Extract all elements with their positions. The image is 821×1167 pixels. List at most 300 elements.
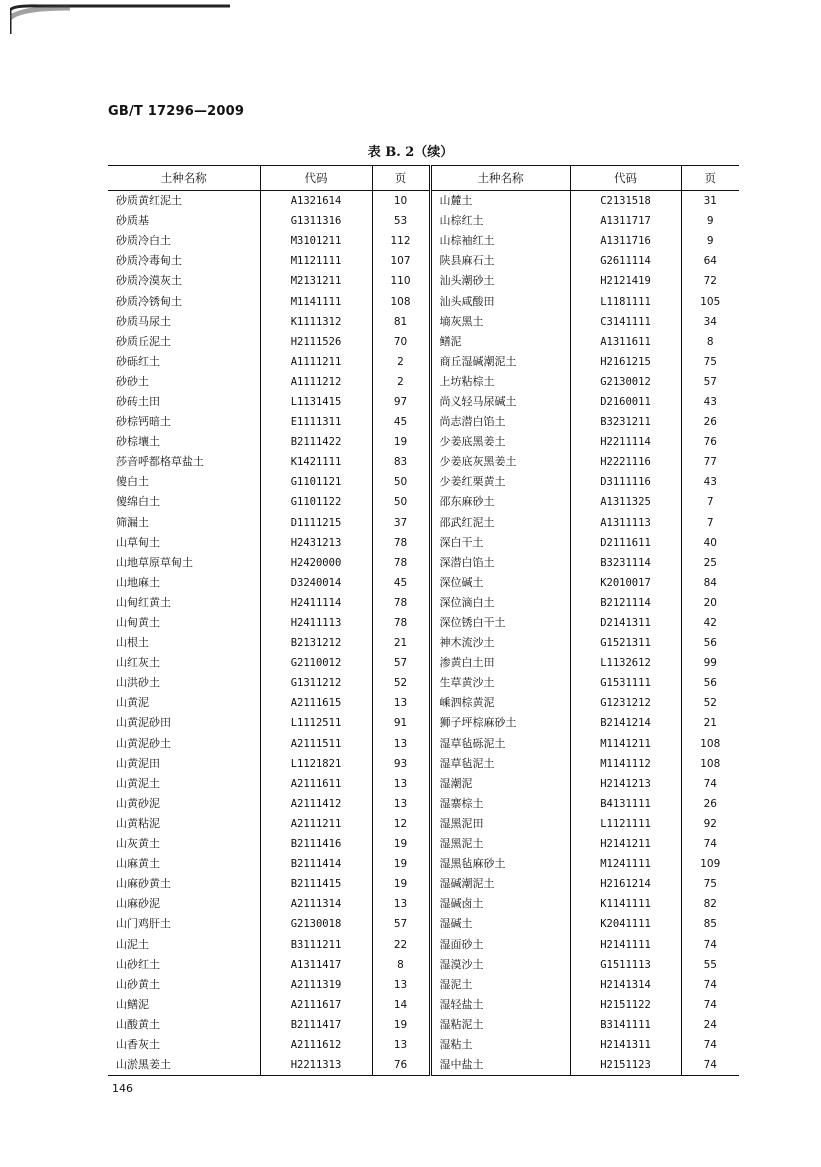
cell-code-left: B2111416 [260, 834, 372, 854]
cell-soil-name-right: 深位锈白干土 [430, 613, 570, 633]
header-page-left: 页 [372, 166, 430, 191]
cell-soil-name-right: 湿黑毡麻砂土 [430, 854, 570, 874]
cell-soil-name-right: 湿粘土 [430, 1035, 570, 1055]
cell-code-right: H2211114 [570, 432, 681, 452]
cell-soil-name-right: 邵武红泥土 [430, 513, 570, 533]
cell-page-left: 53 [372, 211, 430, 231]
cell-soil-name-right: 湿面砂土 [430, 934, 570, 954]
cell-page-left: 19 [372, 1015, 430, 1035]
cell-code-left: A2111612 [260, 1035, 372, 1055]
table-row [108, 975, 739, 995]
cell-code-left: A2111211 [260, 814, 372, 834]
cell-soil-name-left: 山鳝泥 [116, 997, 149, 1011]
cell-code-left: G2130018 [260, 914, 372, 934]
cell-soil-name-left: 山黄泥田 [116, 756, 160, 770]
cell-code-left: M1141111 [260, 291, 372, 311]
cell-soil-name-right: 山棕红土 [430, 211, 570, 231]
scan-corner-mark [10, 4, 230, 36]
header-soil-name-right: 土种名称 [430, 166, 570, 191]
cell-page-right: 43 [681, 392, 739, 412]
cell-page-right: 99 [681, 653, 739, 673]
cell-page-left: 91 [372, 713, 430, 733]
cell-code-right: G2611114 [570, 251, 681, 271]
table-row [108, 874, 739, 894]
table-row [108, 934, 739, 954]
table-row [108, 914, 739, 934]
cell-page-right: 77 [681, 452, 739, 472]
cell-page-right: 82 [681, 894, 739, 914]
cell-page-right: 42 [681, 613, 739, 633]
cell-page-left: 13 [372, 794, 430, 814]
cell-page-left: 78 [372, 593, 430, 613]
cell-page-left: 22 [372, 934, 430, 954]
cell-soil-name-left: 山地草原草甸土 [116, 555, 193, 569]
table-row [108, 955, 739, 975]
cell-page-left: 81 [372, 312, 430, 332]
cell-soil-name-right: 湿黑泥土 [430, 834, 570, 854]
cell-code-right: B3231211 [570, 412, 681, 432]
cell-soil-name-left: 山红灰土 [116, 656, 160, 670]
cell-code-right: L1181111 [570, 291, 681, 311]
table-title: 表 B. 2（续） [367, 145, 454, 160]
cell-soil-name-right: 山麓土 [430, 191, 570, 212]
cell-page-left: 50 [372, 472, 430, 492]
table-row [108, 513, 739, 533]
cell-page-right: 9 [681, 231, 739, 251]
cell-code-left: H2411114 [260, 593, 372, 613]
table-row [108, 251, 739, 271]
table-row [108, 593, 739, 613]
table-row [108, 211, 739, 231]
cell-soil-name-right: 狮子坪棕麻砂土 [430, 713, 570, 733]
cell-soil-name-left: 傻绵白土 [116, 495, 160, 509]
cell-soil-name-right: 湿潮泥 [430, 774, 570, 794]
cell-code-right: G1531111 [570, 673, 681, 693]
header-page-right: 页 [681, 166, 739, 191]
cell-code-left: A1111211 [260, 352, 372, 372]
cell-code-left: H2411113 [260, 613, 372, 633]
cell-page-left: 12 [372, 814, 430, 834]
table-row [108, 774, 739, 794]
cell-soil-name-right: 山棕袖红土 [430, 231, 570, 251]
table-row [108, 734, 739, 754]
cell-soil-name-right: 湿黑泥田 [430, 814, 570, 834]
cell-code-left: A1311417 [260, 955, 372, 975]
cell-code-right: H2121419 [570, 271, 681, 291]
cell-soil-name-left: 砂质马尿土 [116, 314, 171, 328]
cell-soil-name-left: 山泥土 [116, 937, 149, 951]
cell-code-left: L1131415 [260, 392, 372, 412]
cell-page-right: 55 [681, 955, 739, 975]
cell-page-left: 52 [372, 673, 430, 693]
cell-page-left: 2 [372, 372, 430, 392]
table-row [108, 372, 739, 392]
cell-soil-name-left: 砂棕钙暗土 [116, 415, 171, 429]
cell-page-right: 34 [681, 312, 739, 332]
cell-soil-name-right: 湿草毡泥土 [430, 754, 570, 774]
cell-page-left: 13 [372, 1035, 430, 1055]
table-row [108, 231, 739, 251]
cell-soil-name-left: 莎音呼都格草盐土 [116, 455, 204, 469]
cell-page-right: 74 [681, 834, 739, 854]
cell-code-left: G1311212 [260, 673, 372, 693]
cell-page-left: 10 [372, 191, 430, 212]
cell-code-right: H2141311 [570, 1035, 681, 1055]
cell-code-left: D3240014 [260, 573, 372, 593]
cell-page-left: 37 [372, 513, 430, 533]
cell-page-right: 31 [681, 191, 739, 212]
table-row [108, 191, 739, 212]
cell-code-right: G2130012 [570, 372, 681, 392]
cell-soil-name-left: 山香灰土 [116, 1037, 160, 1051]
cell-page-right: 7 [681, 492, 739, 512]
cell-page-left: 76 [372, 1055, 430, 1076]
cell-soil-name-right: 上坊粘棕土 [430, 372, 570, 392]
cell-page-left: 13 [372, 975, 430, 995]
table-body [108, 191, 739, 1076]
cell-page-left: 19 [372, 432, 430, 452]
table-header-row [108, 166, 739, 191]
cell-code-left: E1111311 [260, 412, 372, 432]
cell-code-right: D3111116 [570, 472, 681, 492]
cell-soil-name-left: 山黄泥砂土 [116, 736, 171, 750]
cell-code-right: H2151122 [570, 995, 681, 1015]
cell-code-right: B4131111 [570, 794, 681, 814]
cell-page-left: 112 [372, 231, 430, 251]
table-row [108, 1035, 739, 1055]
cell-page-right: 108 [681, 734, 739, 754]
table-row [108, 492, 739, 512]
cell-page-right: 64 [681, 251, 739, 271]
cell-page-right: 74 [681, 774, 739, 794]
cell-soil-name-left: 筛漏土 [116, 515, 149, 529]
cell-soil-name-left: 砂质基 [116, 214, 149, 228]
cell-soil-name-left: 山门鸡肝土 [116, 917, 171, 931]
cell-page-left: 13 [372, 734, 430, 754]
cell-code-left: B2131212 [260, 633, 372, 653]
cell-code-right: K1141111 [570, 894, 681, 914]
table-row [108, 854, 739, 874]
cell-soil-name-right: 生草黄沙土 [430, 673, 570, 693]
cell-soil-name-right: 少姜底黑姜土 [430, 432, 570, 452]
header-code-right: 代码 [570, 166, 681, 191]
cell-page-right: 76 [681, 432, 739, 452]
cell-code-right: H2141213 [570, 774, 681, 794]
cell-soil-name-left: 山黄砂泥 [116, 796, 160, 810]
cell-page-right: 56 [681, 633, 739, 653]
cell-page-left: 78 [372, 533, 430, 553]
table-row [108, 573, 739, 593]
cell-soil-name-left: 砂砂土 [116, 374, 149, 388]
cell-soil-name-right: 嵊泗棕黄泥 [430, 693, 570, 713]
cell-code-right: B3231114 [570, 553, 681, 573]
table-row [108, 291, 739, 311]
table-row [108, 814, 739, 834]
cell-code-right: C3141111 [570, 312, 681, 332]
cell-code-right: D2111611 [570, 533, 681, 553]
cell-code-right: H2141211 [570, 834, 681, 854]
cell-page-right: 105 [681, 291, 739, 311]
cell-code-right: B2121114 [570, 593, 681, 613]
soil-index-table [108, 165, 739, 1076]
cell-code-right: H2161214 [570, 874, 681, 894]
cell-page-right: 24 [681, 1015, 739, 1035]
header-soil-name-left: 土种名称 [108, 166, 260, 191]
table-row [108, 392, 739, 412]
cell-soil-name-right: 少姜红栗黄土 [430, 472, 570, 492]
table-row [108, 613, 739, 633]
cell-code-left: A2111611 [260, 774, 372, 794]
table-row [108, 352, 739, 372]
cell-page-right: 74 [681, 995, 739, 1015]
cell-page-right: 108 [681, 754, 739, 774]
cell-code-left: L1121821 [260, 754, 372, 774]
cell-page-right: 74 [681, 975, 739, 995]
cell-code-right: M1141112 [570, 754, 681, 774]
cell-page-left: 78 [372, 553, 430, 573]
cell-code-left: A1321614 [260, 191, 372, 212]
cell-code-right: A1311716 [570, 231, 681, 251]
cell-code-right: G1511113 [570, 955, 681, 975]
cell-page-left: 19 [372, 854, 430, 874]
cell-soil-name-right: 湿碱土 [430, 914, 570, 934]
table-row [108, 834, 739, 854]
cell-soil-name-right: 湿泥土 [430, 975, 570, 995]
cell-code-left: B2111417 [260, 1015, 372, 1035]
cell-code-left: A1111212 [260, 372, 372, 392]
cell-code-left: A2111412 [260, 794, 372, 814]
cell-code-right: A1311325 [570, 492, 681, 512]
cell-code-right: D2141311 [570, 613, 681, 633]
page-number: 146 [112, 1082, 133, 1095]
cell-page-right: 109 [681, 854, 739, 874]
cell-soil-name-right: 深潜白馅土 [430, 553, 570, 573]
cell-soil-name-left: 砂质冷毒甸土 [116, 254, 182, 268]
cell-page-left: 19 [372, 874, 430, 894]
cell-soil-name-left: 砂棕壤土 [116, 435, 160, 449]
cell-page-left: 45 [372, 412, 430, 432]
cell-soil-name-left: 山洪砂土 [116, 676, 160, 690]
cell-soil-name-left: 山淤黑姜土 [108, 1055, 260, 1076]
cell-page-right: 85 [681, 914, 739, 934]
table-row [108, 673, 739, 693]
cell-page-right: 56 [681, 673, 739, 693]
cell-soil-name-left: 山砂红土 [116, 957, 160, 971]
cell-code-right: C2131518 [570, 191, 681, 212]
cell-soil-name-left: 山麻砂黄土 [116, 877, 171, 891]
cell-page-right: 20 [681, 593, 739, 613]
cell-code-left: H2111526 [260, 332, 372, 352]
cell-page-left: 2 [372, 352, 430, 372]
cell-page-right: 84 [681, 573, 739, 593]
standard-code: GB/T 17296—2009 [108, 104, 245, 119]
cell-code-left: G1311316 [260, 211, 372, 231]
cell-page-left: 19 [372, 834, 430, 854]
cell-page-left: 107 [372, 251, 430, 271]
cell-code-left: H2431213 [260, 533, 372, 553]
cell-code-right: M1241111 [570, 854, 681, 874]
cell-code-left: L1112511 [260, 713, 372, 733]
cell-soil-name-left: 山甸红黄土 [116, 595, 171, 609]
cell-code-right: K2041111 [570, 914, 681, 934]
table-row [108, 1055, 739, 1076]
cell-soil-name-right: 湿中盐土 [430, 1055, 570, 1076]
cell-soil-name-right: 墒灰黑土 [430, 312, 570, 332]
table-row [108, 452, 739, 472]
cell-code-right: L1121111 [570, 814, 681, 834]
cell-page-left: 8 [372, 955, 430, 975]
cell-code-left: B2111414 [260, 854, 372, 874]
cell-page-right: 57 [681, 372, 739, 392]
cell-page-left: 83 [372, 452, 430, 472]
cell-soil-name-left: 山根土 [116, 636, 149, 650]
cell-code-left: A2111511 [260, 734, 372, 754]
cell-soil-name-left: 砂质黄红泥土 [116, 194, 182, 208]
cell-page-right: 8 [681, 332, 739, 352]
table-row [108, 693, 739, 713]
cell-soil-name-right: 湿漠沙土 [430, 955, 570, 975]
cell-page-left: 78 [372, 613, 430, 633]
cell-page-right: 43 [681, 472, 739, 492]
cell-code-right: B2141214 [570, 713, 681, 733]
cell-soil-name-right: 商丘湿碱潮泥土 [430, 352, 570, 372]
table-row [108, 653, 739, 673]
cell-soil-name-left: 山黄泥土 [116, 776, 160, 790]
cell-soil-name-left: 山灰黄土 [116, 837, 160, 851]
cell-page-left: 50 [372, 492, 430, 512]
cell-soil-name-right: 湿轻盐土 [430, 995, 570, 1015]
cell-code-left: A2111314 [260, 894, 372, 914]
cell-soil-name-right: 深位滴白土 [430, 593, 570, 613]
cell-soil-name-right: 湿草毡砾泥土 [430, 734, 570, 754]
cell-page-right: 74 [681, 934, 739, 954]
table-row [108, 312, 739, 332]
cell-soil-name-right: 少姜底灰黑姜土 [430, 452, 570, 472]
cell-page-left: 57 [372, 914, 430, 934]
cell-code-left: G1101122 [260, 492, 372, 512]
cell-page-left: 21 [372, 633, 430, 653]
cell-page-left: 13 [372, 774, 430, 794]
table-row [108, 533, 739, 553]
cell-soil-name-left: 砂质冷锈甸土 [116, 294, 182, 308]
cell-soil-name-right: 尚志潜白馅土 [430, 412, 570, 432]
cell-code-left: B2111415 [260, 874, 372, 894]
table-row [108, 472, 739, 492]
table-row [108, 553, 739, 573]
cell-soil-name-right: 湿寨棕土 [430, 794, 570, 814]
cell-code-left: M3101211 [260, 231, 372, 251]
header-code-left: 代码 [260, 166, 372, 191]
cell-soil-name-left: 山草甸土 [116, 535, 160, 549]
cell-soil-name-right: 湿碱卤土 [430, 894, 570, 914]
cell-soil-name-left: 山黄泥 [116, 696, 149, 710]
cell-page-right: 40 [681, 533, 739, 553]
cell-page-left: 45 [372, 573, 430, 593]
cell-soil-name-left: 山砂黄土 [116, 977, 160, 991]
cell-soil-name-left: 砂质丘泥土 [116, 334, 171, 348]
cell-code-right: D2160011 [570, 392, 681, 412]
cell-soil-name-right: 神木流沙土 [430, 633, 570, 653]
cell-code-right: G1231212 [570, 693, 681, 713]
cell-soil-name-right: 深白干土 [430, 533, 570, 553]
cell-page-left: 13 [372, 693, 430, 713]
cell-code-left: H2420000 [260, 553, 372, 573]
table-row [108, 1015, 739, 1035]
cell-soil-name-right: 汕头咸酸田 [430, 291, 570, 311]
table-row [108, 794, 739, 814]
cell-code-left: A2111319 [260, 975, 372, 995]
cell-code-right: A1311611 [570, 332, 681, 352]
cell-soil-name-right: 汕头潮砂土 [430, 271, 570, 291]
cell-soil-name-right: 邵东麻砂土 [430, 492, 570, 512]
cell-page-left: 110 [372, 271, 430, 291]
cell-code-left: A2111615 [260, 693, 372, 713]
cell-soil-name-left: 山黄泥砂田 [116, 716, 171, 730]
cell-soil-name-left: 山甸黄土 [116, 616, 160, 630]
cell-code-right: K2010017 [570, 573, 681, 593]
cell-page-right: 74 [681, 1055, 739, 1076]
cell-soil-name-left: 砂砾红土 [116, 354, 160, 368]
cell-page-left: 70 [372, 332, 430, 352]
cell-page-right: 72 [681, 271, 739, 291]
cell-code-left: H2211313 [260, 1055, 372, 1076]
cell-page-left: 108 [372, 291, 430, 311]
cell-soil-name-right: 渗黄白土田 [430, 653, 570, 673]
table-row [108, 332, 739, 352]
cell-soil-name-right: 陕县麻石土 [430, 251, 570, 271]
cell-soil-name-right: 鳝泥 [430, 332, 570, 352]
table-row [108, 995, 739, 1015]
cell-page-right: 52 [681, 693, 739, 713]
cell-soil-name-right: 湿碱潮泥土 [430, 874, 570, 894]
cell-soil-name-left: 山地麻土 [116, 575, 160, 589]
table-row [108, 412, 739, 432]
cell-soil-name-left: 砂质冷漠灰土 [116, 274, 182, 288]
table-row [108, 271, 739, 291]
cell-page-left: 14 [372, 995, 430, 1015]
table-row [108, 432, 739, 452]
table-row [108, 894, 739, 914]
cell-code-right: B3141111 [570, 1015, 681, 1035]
cell-code-left: B3111211 [260, 934, 372, 954]
cell-code-right: H2151123 [570, 1055, 681, 1076]
cell-page-right: 75 [681, 352, 739, 372]
cell-page-right: 75 [681, 874, 739, 894]
cell-page-right: 26 [681, 412, 739, 432]
cell-soil-name-right: 深位碱土 [430, 573, 570, 593]
cell-code-left: M1121111 [260, 251, 372, 271]
cell-code-right: H2221116 [570, 452, 681, 472]
cell-soil-name-right: 湿粘泥土 [430, 1015, 570, 1035]
cell-code-right: H2161215 [570, 352, 681, 372]
cell-soil-name-left: 山酸黄土 [116, 1017, 160, 1031]
cell-page-left: 13 [372, 894, 430, 914]
cell-code-right: G1521311 [570, 633, 681, 653]
cell-page-right: 9 [681, 211, 739, 231]
cell-code-right: A1311113 [570, 513, 681, 533]
cell-code-left: K1111312 [260, 312, 372, 332]
cell-code-right: H2141314 [570, 975, 681, 995]
cell-code-left: B2111422 [260, 432, 372, 452]
cell-page-left: 93 [372, 754, 430, 774]
cell-soil-name-right: 尚义轻马尿碱土 [430, 392, 570, 412]
cell-page-right: 92 [681, 814, 739, 834]
cell-page-left: 97 [372, 392, 430, 412]
cell-soil-name-left: 山黄粘泥 [116, 816, 160, 830]
table-row [108, 754, 739, 774]
table-row [108, 713, 739, 733]
cell-page-right: 74 [681, 1035, 739, 1055]
